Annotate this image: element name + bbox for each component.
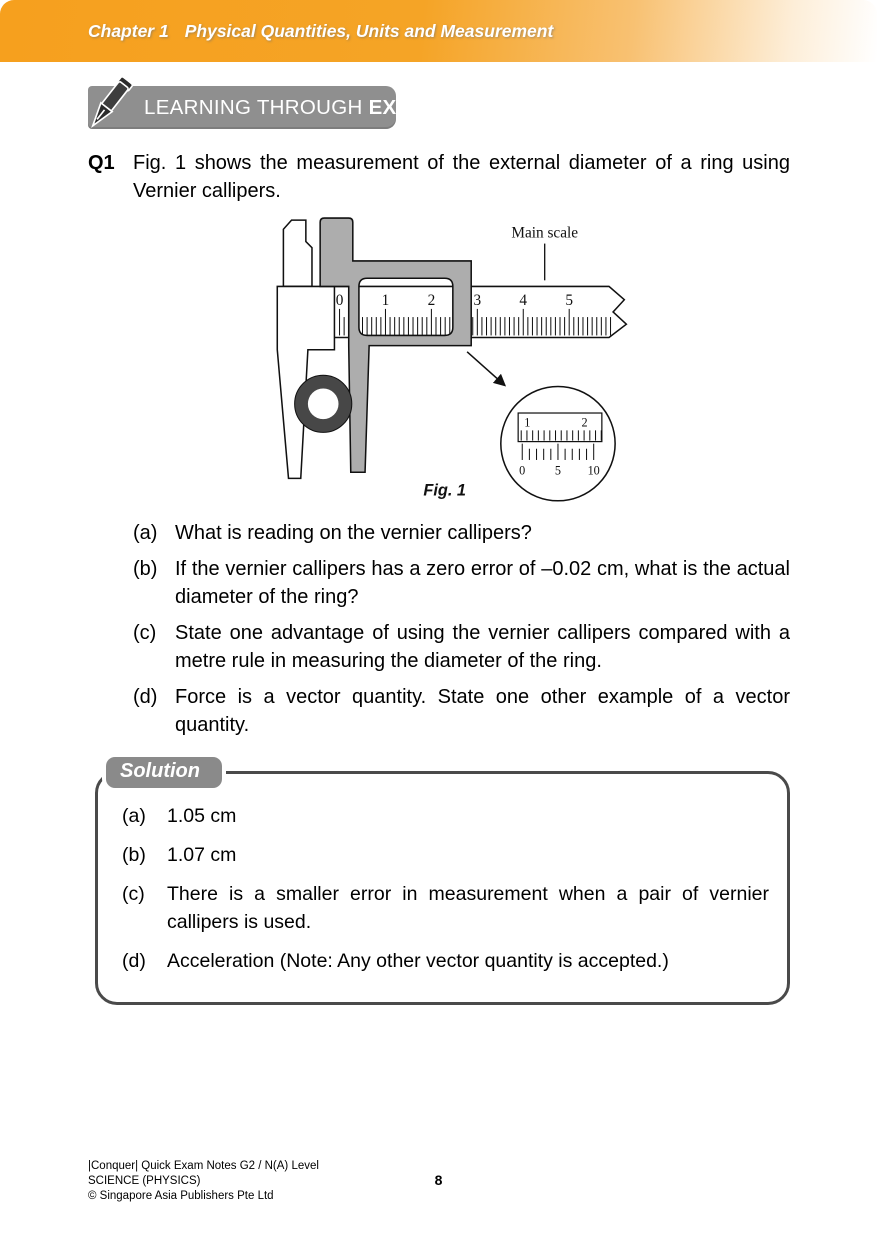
part-label: (d) (133, 686, 158, 708)
svg-text:10: 10 (587, 463, 600, 478)
footer-line-2: SCIENCE (PHYSICS) (88, 1175, 201, 1187)
svg-text:1: 1 (381, 291, 390, 309)
svg-text:2: 2 (581, 415, 588, 430)
answer-label: (a) (122, 805, 146, 827)
pen-icon (76, 72, 142, 138)
footer-line-3: © Singapore Asia Publishers Pte Ltd (88, 1190, 274, 1202)
solution-answer-a (122, 802, 769, 830)
question-parts (133, 519, 790, 739)
part-text: What is reading on the vernier callipers? (175, 522, 532, 544)
part-label: (c) (133, 622, 157, 644)
solution-answer-b (122, 841, 769, 869)
solution-answers (122, 802, 769, 975)
solution-box (95, 760, 790, 1005)
answer-label: (d) (122, 950, 146, 972)
part-label: (a) (133, 522, 158, 544)
question-intro: Fig. 1 shows the measurement of the external diameter of a ring using Vernier callipers. (133, 152, 790, 202)
answer-text: 1.05 cm (167, 805, 237, 827)
part-text: Force is a vector quantity. State one other example of a vector quantity. (175, 686, 790, 736)
answer-text: There is a smaller error in measurement when a pair of vernier callipers is used. (167, 883, 769, 933)
svg-text:5: 5 (554, 463, 562, 478)
svg-text:5: 5 (565, 291, 574, 309)
question-part-c (133, 619, 790, 675)
chapter-header-band (0, 0, 877, 62)
answer-text: Acceleration (Note: Any other vector quantity is accepted.) (167, 950, 669, 972)
sliding-jaw (320, 218, 471, 472)
chapter-name: Physical Quantities, Units and Measurement (184, 20, 554, 41)
fixed-jaw-upper-prong (283, 220, 312, 286)
magnifier-circle (501, 386, 615, 500)
question-part-b (133, 555, 790, 611)
vernier-callipers-figure (216, 215, 706, 511)
answer-text: 1.07 cm (167, 844, 237, 866)
svg-text:0: 0 (335, 291, 344, 309)
magnifier-arrow (467, 352, 505, 386)
main-scale-label: Main scale (511, 224, 579, 242)
page-number: 8 (434, 1172, 443, 1188)
page-content (0, 149, 877, 1005)
solution-answer-c (122, 880, 769, 936)
chapter-title (88, 21, 553, 42)
question-part-d (133, 683, 790, 739)
ring-hole (308, 389, 339, 420)
chapter-number: Chapter 1 (88, 20, 169, 41)
question-part-a (133, 519, 790, 547)
svg-text:2: 2 (427, 291, 436, 309)
question-label: Q1 (88, 152, 115, 174)
svg-text:1: 1 (524, 415, 531, 430)
part-text: State one advantage of using the vernier callipers compared with a metre rule in measuring the diameter of the ring. (175, 622, 790, 672)
banner-label: LEARNING THROUGH EXAMPLES (144, 95, 484, 119)
learning-examples-banner (88, 86, 484, 129)
svg-text:4: 4 (519, 291, 528, 309)
inset-main-scale-strip (518, 413, 602, 442)
answer-label: (c) (122, 883, 145, 905)
solution-answer-d (122, 947, 769, 975)
figure-caption: Fig. 1 (423, 481, 466, 500)
answer-label: (b) (122, 844, 146, 866)
question-q1 (88, 149, 790, 205)
part-label: (b) (133, 558, 158, 580)
footer-line-1: |Conquer| Quick Exam Notes G2 / N(A) Level (88, 1160, 319, 1172)
svg-text:0: 0 (519, 463, 526, 478)
svg-text:3: 3 (473, 291, 482, 309)
solution-tab: Solution (106, 757, 222, 788)
figure-1 (216, 215, 706, 511)
part-text: If the vernier callipers has a zero error of –0.02 cm, what is the actual diameter of the ring? (175, 558, 790, 608)
